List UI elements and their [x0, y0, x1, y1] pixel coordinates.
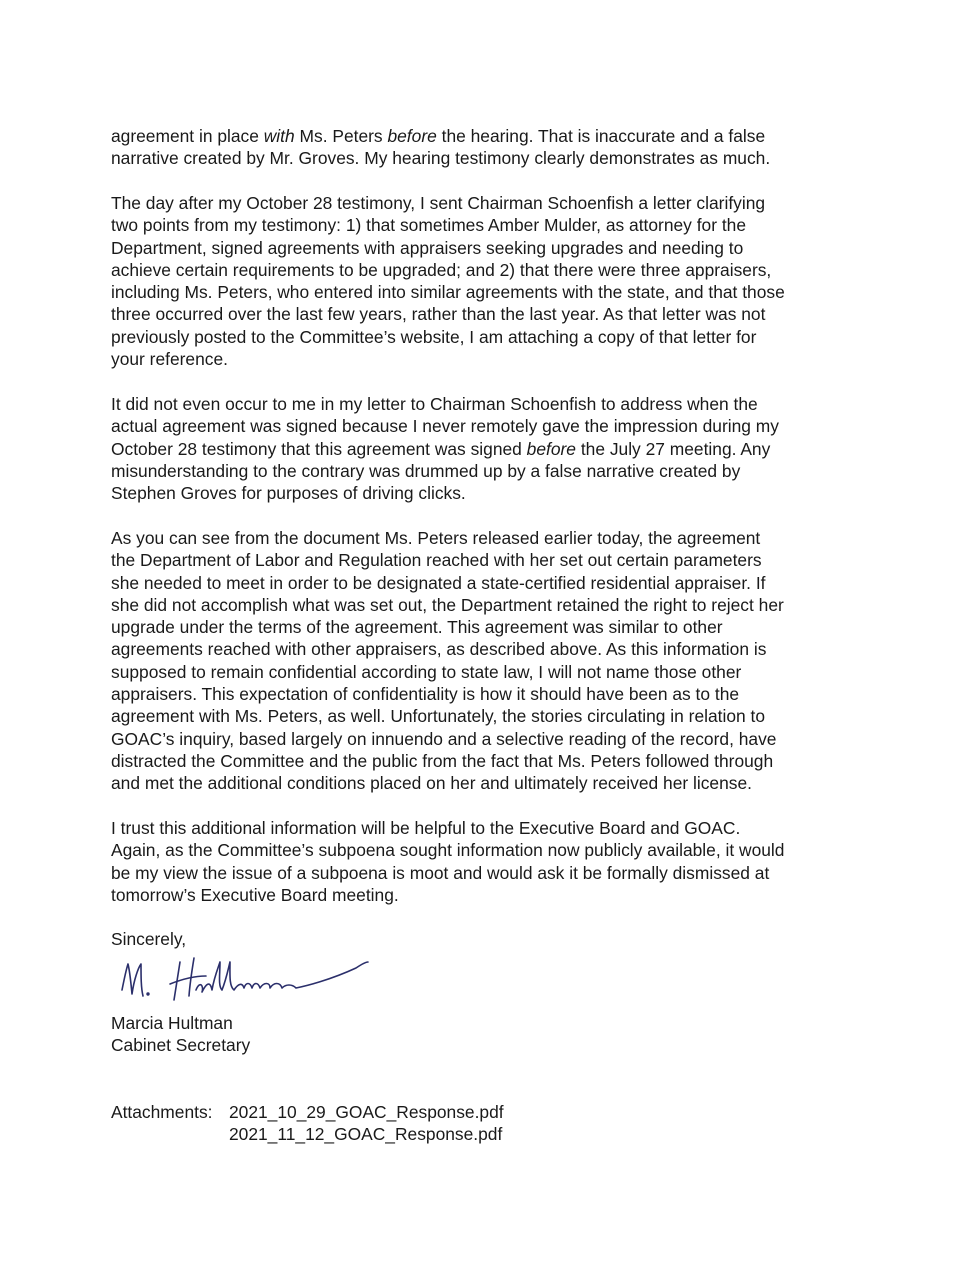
text-run: the July 27 meeting. Any [575, 438, 771, 459]
emphasized-text: with [263, 126, 295, 146]
text-run: I trust this additional information will be helpful to the Executive Board and GOAC. [111, 818, 741, 838]
closing: Sincerely, [111, 929, 187, 949]
text-run: including Ms. Peters, who entered into similar agreements with the state, and that those [111, 282, 785, 303]
text-line [111, 460, 871, 482]
text-line [111, 616, 871, 638]
text-run: distracted the Committee and the public from the fact that Ms. Peters followed through [111, 750, 774, 771]
text-line [111, 683, 871, 705]
text-run: narrative created by Mr. Groves. My hearing testimony clearly demonstrates as much. [111, 148, 771, 169]
attachment-item: 2021_11_12_GOAC_Response.pdf [229, 1124, 503, 1145]
text-line [111, 661, 871, 683]
text-run: October 28 testimony that this agreement was signed [111, 438, 527, 459]
text-line [111, 259, 871, 281]
text-run: the Department of Labor and Regulation reached with her set out certain parameters [111, 550, 762, 571]
text-run: your reference. [111, 349, 228, 370]
body-paragraph-4 [111, 527, 871, 795]
attachment-item: 2021_10_29_GOAC_Response.pdf [229, 1102, 504, 1122]
text-run: be my view the issue of a subpoena is moot and would ask it be formally dismissed at [111, 862, 770, 883]
text-run: Stephen Groves for purposes of driving clicks. [111, 483, 466, 504]
text-run: agreement with Ms. Peters, as well. Unfortunately, the stories circulating in relation to [111, 706, 766, 727]
text-run: misunderstanding to the contrary was drummed up by a false narrative created by [111, 460, 741, 481]
body-paragraph-2 [111, 192, 871, 370]
text-run: she needed to meet in order to be designated a state-certified residential appraiser. If [111, 572, 766, 593]
text-line [111, 839, 871, 861]
text-line [111, 214, 871, 236]
text-line [111, 884, 871, 906]
text-run: the hearing. That is inaccurate and a false [436, 126, 766, 146]
text-line [111, 125, 871, 147]
text-line [111, 572, 871, 594]
signer-name: Marcia Hultman [111, 1013, 233, 1033]
text-run: GOAC’s inquiry, based largely on innuendo and a selective reading of the record, have [111, 728, 777, 749]
text-line [111, 594, 871, 616]
handwritten-signature [110, 950, 380, 1010]
text-line [111, 482, 871, 504]
text-run: actual agreement was signed because I never remotely gave the impression during my [111, 416, 779, 437]
text-line [111, 415, 871, 437]
text-run: three occurred over the last few years, rather than the last year. As that letter was not [111, 304, 766, 325]
text-run: agreements reached with other appraisers, as described above. As this information is [111, 639, 767, 660]
attachments-label: Attachments: [111, 1102, 213, 1122]
text-line [111, 527, 871, 549]
text-run: agreement in place [111, 126, 264, 146]
text-run: As you can see from the document Ms. Peters released earlier today, the agreement [111, 528, 761, 548]
text-line [111, 705, 871, 727]
text-run: upgrade under the terms of the agreement. This agreement was similar to other [111, 617, 723, 638]
body-paragraph-3 [111, 393, 871, 504]
text-line [111, 750, 871, 772]
text-line [111, 326, 871, 348]
text-line [111, 862, 871, 884]
emphasized-text: before [387, 126, 437, 146]
text-run: It did not even occur to me in my letter to Chairman Schoenfish to address when the [111, 394, 758, 414]
text-run: tomorrow’s Executive Board meeting. [111, 884, 399, 905]
text-run: Ms. Peters [294, 126, 388, 146]
text-run: Department, signed agreements with appraisers seeking upgrades and needing to [111, 237, 744, 258]
text-run: Again, as the Committee’s subpoena sought information now publicly available, it would [111, 840, 785, 861]
text-run: appraisers. This expectation of confidentiality is how it should have been as to the [111, 684, 740, 705]
body-paragraph-5 [111, 817, 871, 906]
text-line [111, 638, 871, 660]
text-run: achieve certain requirements to be upgraded; and 2) that there were three appraisers, [111, 259, 772, 280]
text-line [111, 393, 871, 415]
text-line [111, 281, 871, 303]
text-line [111, 549, 871, 571]
text-line [111, 728, 871, 750]
text-run: supposed to remain confidential according to state law, I will not name those other [111, 661, 742, 682]
text-run: two points from my testimony: 1) that sometimes Amber Mulder, as attorney for the [111, 215, 747, 236]
text-line [111, 303, 871, 325]
attachments-block [111, 1101, 871, 1146]
signer-title: Cabinet Secretary [111, 1035, 251, 1056]
text-run: The day after my October 28 testimony, I sent Chairman Schoenfish a letter clarifying [111, 193, 766, 213]
text-line [111, 237, 871, 259]
emphasized-text: before [526, 438, 576, 459]
text-line [111, 147, 871, 169]
text-line [111, 438, 871, 460]
text-run: previously posted to the Committee’s website, I am attaching a copy of that letter for [111, 326, 757, 347]
text-line [111, 817, 871, 839]
body-paragraph-1 [111, 125, 871, 170]
text-run: she did not accomplish what was set out, the Department retained the right to reject her [111, 594, 784, 615]
signer-block [111, 1012, 871, 1057]
text-line [111, 192, 871, 214]
text-line [111, 772, 871, 794]
text-run: and met the additional conditions placed on her and ultimately received her license. [111, 773, 752, 794]
text-line [111, 348, 871, 370]
